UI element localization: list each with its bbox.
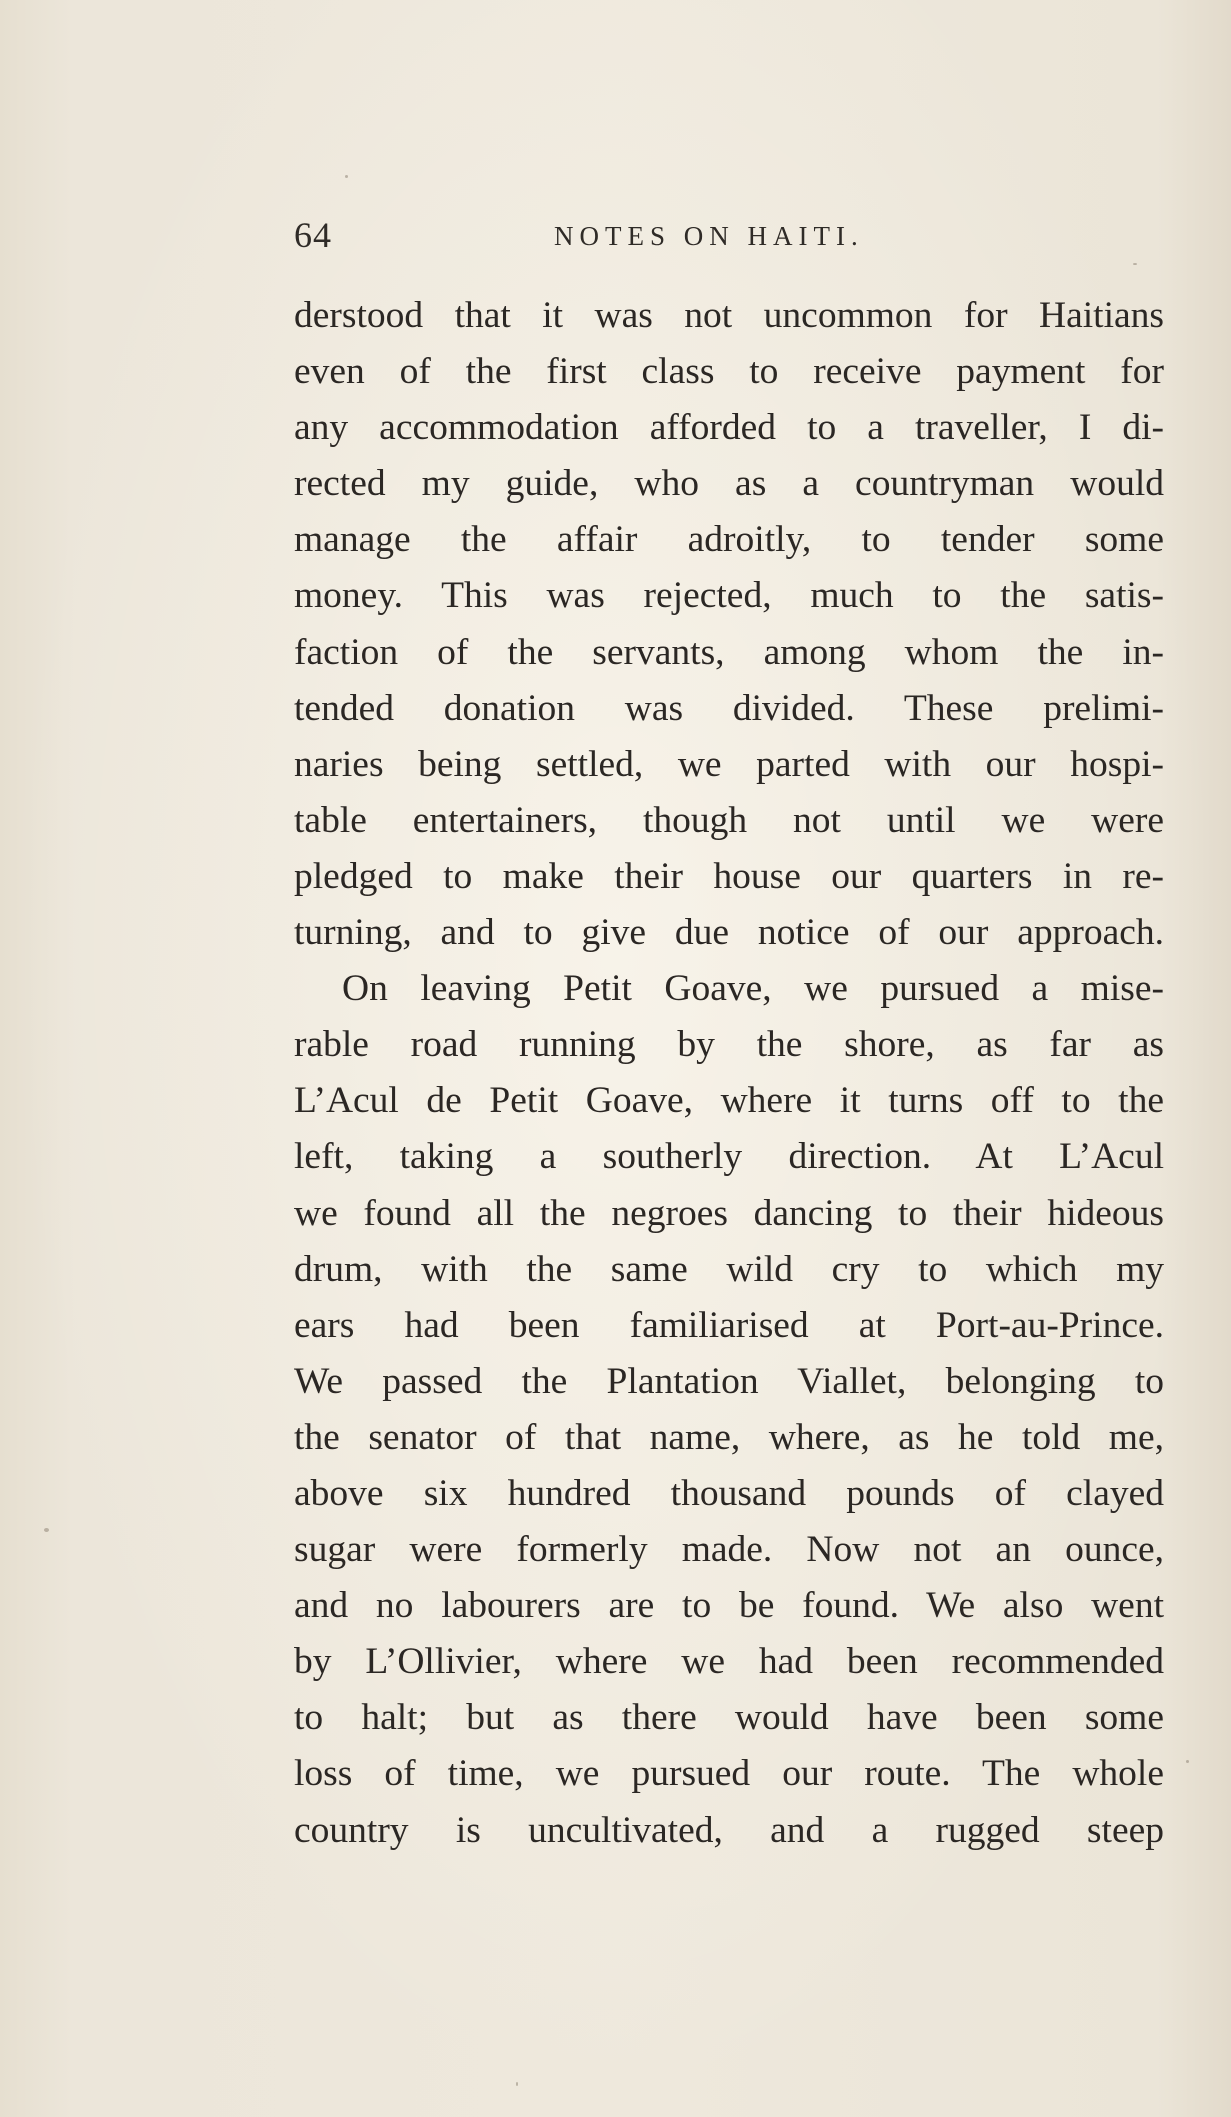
text-line: manage the affair adroitly, to tender some	[294, 519, 1164, 561]
text-line: table entertainers, though not until we were	[294, 799, 1164, 841]
running-head: NOTES ON HAITI.	[554, 221, 864, 251]
text-line: derstood that it was not uncommon for Haitians	[294, 295, 1164, 336]
paper-speck	[345, 175, 348, 178]
text-line: to halt; but as there would have been some	[294, 1697, 1164, 1739]
text-line: rected my guide, who as a countryman would	[294, 463, 1164, 505]
text-line: the senator of that name, where, as he told me,	[294, 1416, 1164, 1458]
page-header	[294, 214, 1169, 264]
text-line: drum, with the same wild cry to which my	[294, 1248, 1164, 1290]
text-line: any accommodation afforded to a traveller, I di-	[294, 407, 1164, 449]
text-line: we found all the negroes dancing to their hideous	[294, 1192, 1164, 1234]
text-line: money. This was rejected, much to the satis-	[294, 575, 1164, 617]
text-line: faction of the servants, among whom the in-	[294, 631, 1164, 673]
text-line: country is uncultivated, and a rugged steep	[294, 1809, 1164, 1851]
text-line: by L’Ollivier, where we had been recommended	[294, 1641, 1164, 1683]
text-line: tended donation was divided. These prelimi-	[294, 687, 1164, 729]
text-line: L’Acul de Petit Goave, where it turns off to the	[294, 1080, 1164, 1122]
text-line: naries being settled, we parted with our hospi-	[294, 743, 1164, 785]
body-text	[294, 288, 1164, 1859]
text-line: even of the first class to receive payment for	[294, 351, 1164, 393]
text-line: sugar were formerly made. Now not an ounce,	[294, 1529, 1164, 1571]
paper-speck	[516, 2082, 518, 2086]
text-line: left, taking a southerly direction. At L’Acul	[294, 1136, 1164, 1178]
text-line: above six hundred thousand pounds of clayed	[294, 1472, 1164, 1514]
text-line: rable road running by the shore, as far as	[294, 1024, 1164, 1066]
text-line: turning, and to give due notice of our approach.	[294, 912, 1164, 954]
paper-speck	[44, 1528, 49, 1532]
text-line: pledged to make their house our quarters in re-	[294, 855, 1164, 897]
text-line: ears had been familiarised at Port-au-Prince.	[294, 1304, 1164, 1346]
text-line: loss of time, we pursued our route. The whole	[294, 1753, 1164, 1795]
page-number: 64	[294, 215, 332, 255]
paper-speck	[1186, 1760, 1189, 1763]
text-line: and no labourers are to be found. We also went	[294, 1585, 1164, 1627]
text-line: We passed the Plantation Viallet, belonging to	[294, 1360, 1164, 1402]
paragraph-first-line: On leaving Petit Goave, we pursued a mise-	[342, 968, 1164, 1010]
